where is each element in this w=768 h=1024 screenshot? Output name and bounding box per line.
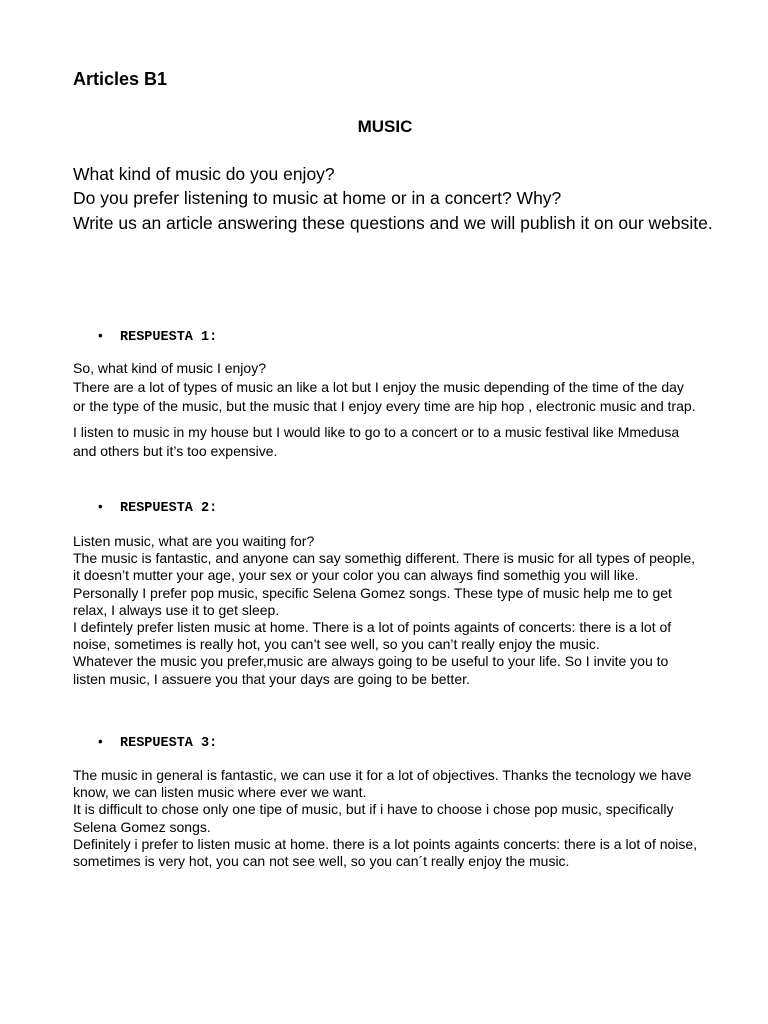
- answer-label-text: RESPUESTA 3:: [120, 736, 218, 751]
- prompt-line: Write us an article answering these questions and we will publish it on our website.: [73, 212, 713, 233]
- answer-label-text: RESPUESTA 2:: [120, 501, 218, 516]
- article-heading: [0, 116, 768, 138]
- answer-paragraph: The music is fantastic, and anyone can say somethig different. There is music for all types of people, it doesn’t mutter your age, your sex or your color you can always find somethig you will like.: [73, 550, 696, 584]
- article-prompt: [73, 162, 713, 235]
- answer-paragraph: Personally I prefer pop music, specific Selena Gomez songs. These type of music help me to get relax, I always use it to get sleep.: [73, 584, 672, 618]
- answer-paragraph: I defintely prefer listen music at home. There is a lot of points againts of concerts: there is a lot of noise, sometimes is really hot, you can’t see well, so you can’t really enjoy the music.: [73, 619, 672, 653]
- answer-paragraph: Listen music, what are you waiting for?: [73, 533, 315, 549]
- answer-paragraph: Whatever the music you prefer,music are always going to be useful to your life. So I invite you to listen music, I assuere you that your days are going to be better.: [73, 653, 669, 687]
- answer-paragraph: Definitely i prefer to listen music at home. there is a lot points againts concerts: there is a lot of noise, sometimes is very hot, you can not see well, so you can´t really enjoy the music.: [73, 835, 698, 870]
- bullet-icon: •: [98, 734, 103, 749]
- article-heading-text: MUSIC: [357, 117, 413, 136]
- answer-body-1: [73, 359, 698, 461]
- answer-body-3: [73, 767, 698, 870]
- answer-paragraph: There are a lot of types of music an like a lot but I enjoy the music depending of the time of the day or the type of the music, but the music that I enjoy every time are hip hop , electronic music and trap.: [73, 379, 696, 414]
- prompt-line: What kind of music do you enjoy?: [73, 164, 335, 184]
- document-title: Articles B1: [73, 69, 168, 89]
- bullet-icon: •: [98, 328, 103, 343]
- answer-paragraph: I listen to music in my house but I would like to go to a concert or to a music festival like Mmedusa and others but it’s too expensive.: [73, 424, 680, 459]
- prompt-line: Do you prefer listening to music at home or in a concert? Why?: [73, 188, 562, 209]
- answer-label-3: [98, 733, 217, 753]
- answer-body-2: [73, 533, 698, 688]
- answer-label-text: RESPUESTA 1:: [120, 330, 218, 345]
- answer-paragraph: It is difficult to chose only one tipe of music, but if i have to choose i chose pop music, specifically Selena Gomez songs.: [73, 801, 674, 835]
- answer-label-2: [98, 498, 217, 518]
- answer-label-1: [98, 327, 217, 347]
- answer-paragraph: The music in general is fantastic, we can use it for a lot of objectives. Thanks the tecnology we have know, we can listen music where ever we want.: [73, 767, 692, 801]
- answer-paragraph: So, what kind of music I enjoy?: [73, 360, 266, 376]
- bullet-icon: •: [98, 499, 103, 514]
